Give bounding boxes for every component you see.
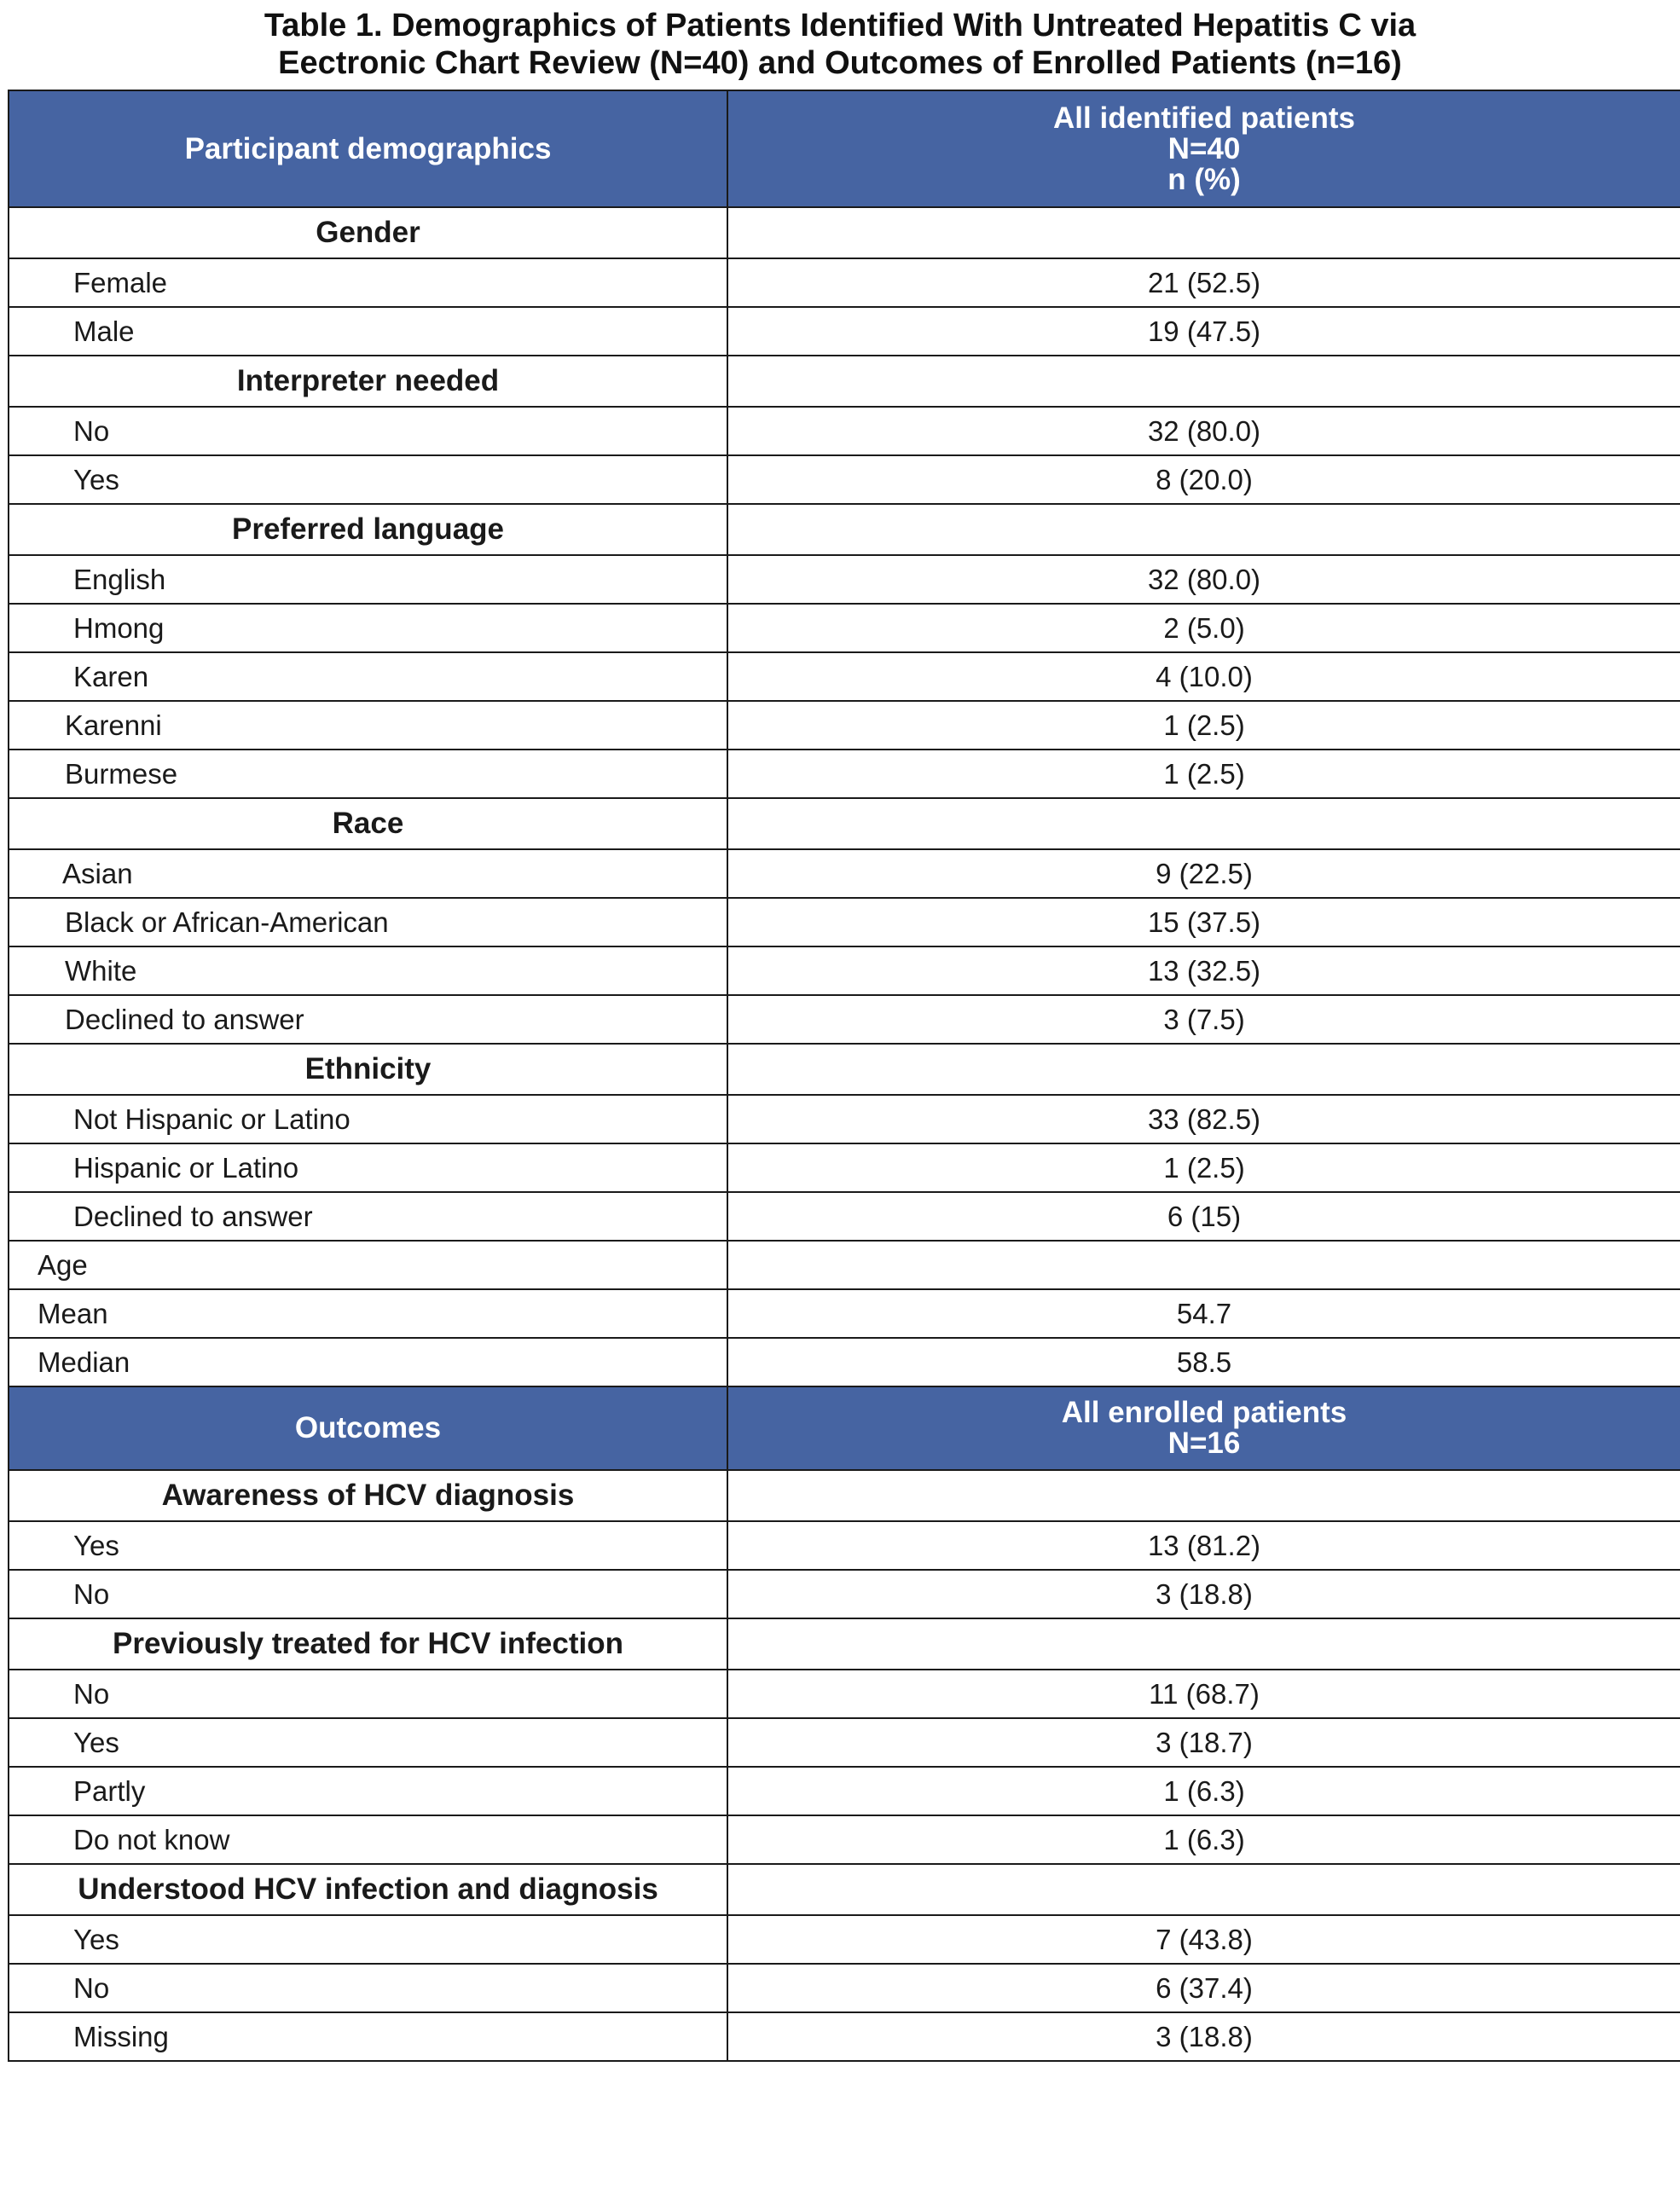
section-row-ethnicity (9, 1044, 1680, 1095)
row-label: Yes (9, 1718, 727, 1767)
section-empty-cell (727, 1470, 1680, 1521)
row-label: Mean (9, 1289, 727, 1338)
table-row (9, 1521, 1680, 1570)
row-label: Declined to answer (9, 1192, 727, 1241)
table-title-line-1: Table 1. Demographics of Patients Identified With Untreated Hepatitis C via (264, 8, 1416, 43)
row-label: Median (9, 1338, 727, 1386)
row-label: English (9, 555, 727, 604)
row-value: 13 (81.2) (727, 1521, 1680, 1570)
row-label: Not Hispanic or Latino (9, 1095, 727, 1143)
row-value: 7 (43.8) (727, 1915, 1680, 1964)
table-row (9, 1095, 1680, 1143)
row-value: 58.5 (727, 1338, 1680, 1386)
section-empty-cell (727, 504, 1680, 555)
section-row-previously-treated (9, 1618, 1680, 1670)
table-row (9, 407, 1680, 455)
demographics-outcomes-table (8, 90, 1680, 2062)
section-empty-cell (727, 356, 1680, 407)
table-row (9, 1143, 1680, 1192)
row-value: 13 (32.5) (727, 946, 1680, 995)
row-value: 11 (68.7) (727, 1670, 1680, 1718)
table-row (9, 2012, 1680, 2061)
row-value: 1 (6.3) (727, 1767, 1680, 1815)
table-row (9, 1289, 1680, 1338)
row-label: Male (9, 307, 727, 356)
table-row (9, 1570, 1680, 1618)
row-label: White (9, 946, 727, 995)
demographics-header-label: Participant demographics (9, 90, 727, 207)
section-label: Interpreter needed (9, 356, 727, 407)
row-value: 1 (2.5) (727, 701, 1680, 750)
row-value: 33 (82.5) (727, 1095, 1680, 1143)
row-value: 3 (18.7) (727, 1718, 1680, 1767)
section-empty-cell (727, 1241, 1680, 1289)
table-row (9, 1338, 1680, 1386)
row-label: Partly (9, 1767, 727, 1815)
section-empty-cell (727, 798, 1680, 849)
section-label: Preferred language (9, 504, 727, 555)
row-label: Yes (9, 1915, 727, 1964)
outcomes-header-label: Outcomes (9, 1386, 727, 1470)
row-label: Do not know (9, 1815, 727, 1864)
section-label: Understood HCV infection and diagnosis (9, 1864, 727, 1915)
section-label: Gender (9, 207, 727, 258)
row-label: Burmese (9, 750, 727, 798)
table-title-line-2: Eectronic Chart Review (N=40) and Outcomes of Enrolled Patients (n=16) (278, 45, 1402, 81)
header-n-percent: n (%) (1167, 162, 1241, 196)
row-value: 1 (6.3) (727, 1815, 1680, 1864)
outcomes-header-count (727, 1386, 1680, 1470)
row-label: Missing (9, 2012, 727, 2061)
table-row (9, 1815, 1680, 1864)
table-row (9, 1192, 1680, 1241)
row-label: No (9, 1570, 727, 1618)
section-empty-cell (727, 1618, 1680, 1670)
section-row-understood (9, 1864, 1680, 1915)
section-empty-cell (727, 207, 1680, 258)
row-value: 19 (47.5) (727, 307, 1680, 356)
row-value: 2 (5.0) (727, 604, 1680, 652)
header-n16: N=16 (1167, 1427, 1241, 1460)
row-label: Asian (9, 849, 727, 898)
row-value: 8 (20.0) (727, 455, 1680, 504)
row-value: 3 (7.5) (727, 995, 1680, 1044)
row-label: Black or African-American (9, 898, 727, 946)
header-all-enrolled: All enrolled patients (1061, 1396, 1347, 1429)
row-label: Karenni (9, 701, 727, 750)
table-row (9, 1718, 1680, 1767)
row-value: 3 (18.8) (727, 1570, 1680, 1618)
table-row (9, 995, 1680, 1044)
row-value: 6 (37.4) (727, 1964, 1680, 2012)
row-value: 1 (2.5) (727, 750, 1680, 798)
table-row (9, 1964, 1680, 2012)
table-row (9, 1767, 1680, 1815)
section-row-language (9, 504, 1680, 555)
table-row (9, 849, 1680, 898)
table-row (9, 652, 1680, 701)
table-row (9, 946, 1680, 995)
row-value: 6 (15) (727, 1192, 1680, 1241)
row-value: 3 (18.8) (727, 2012, 1680, 2061)
section-empty-cell (727, 1044, 1680, 1095)
section-row-gender (9, 207, 1680, 258)
table-row (9, 258, 1680, 307)
section-row-age (9, 1241, 1680, 1289)
table-row (9, 1915, 1680, 1964)
row-value: 32 (80.0) (727, 555, 1680, 604)
row-label: Karen (9, 652, 727, 701)
section-empty-cell (727, 1864, 1680, 1915)
section-row-awareness (9, 1470, 1680, 1521)
header-all-identified: All identified patients (1053, 101, 1355, 135)
row-label: Yes (9, 455, 727, 504)
row-label: Female (9, 258, 727, 307)
section-label: Awareness of HCV diagnosis (9, 1470, 727, 1521)
section-label: Previously treated for HCV infection (9, 1618, 727, 1670)
row-value: 21 (52.5) (727, 258, 1680, 307)
table-row (9, 307, 1680, 356)
section-label: Race (9, 798, 727, 849)
header-n40: N=40 (1167, 131, 1241, 165)
table-row (9, 604, 1680, 652)
row-value: 32 (80.0) (727, 407, 1680, 455)
demographics-header-count (727, 90, 1680, 207)
row-value: 4 (10.0) (727, 652, 1680, 701)
row-label: Hispanic or Latino (9, 1143, 727, 1192)
table-title (0, 7, 1680, 82)
row-value: 1 (2.5) (727, 1143, 1680, 1192)
row-label: Hmong (9, 604, 727, 652)
table-row (9, 455, 1680, 504)
table-row (9, 750, 1680, 798)
table-row (9, 701, 1680, 750)
row-value: 15 (37.5) (727, 898, 1680, 946)
row-label: Yes (9, 1521, 727, 1570)
row-label: No (9, 407, 727, 455)
row-label: Age (9, 1241, 727, 1289)
section-row-race (9, 798, 1680, 849)
row-value: 54.7 (727, 1289, 1680, 1338)
table-row (9, 898, 1680, 946)
row-value: 9 (22.5) (727, 849, 1680, 898)
demographics-header-row (9, 90, 1680, 207)
outcomes-header-row (9, 1386, 1680, 1470)
section-row-interpreter (9, 356, 1680, 407)
table-row (9, 1670, 1680, 1718)
section-label: Ethnicity (9, 1044, 727, 1095)
row-label: No (9, 1964, 727, 2012)
row-label: Declined to answer (9, 995, 727, 1044)
row-label: No (9, 1670, 727, 1718)
table-row (9, 555, 1680, 604)
